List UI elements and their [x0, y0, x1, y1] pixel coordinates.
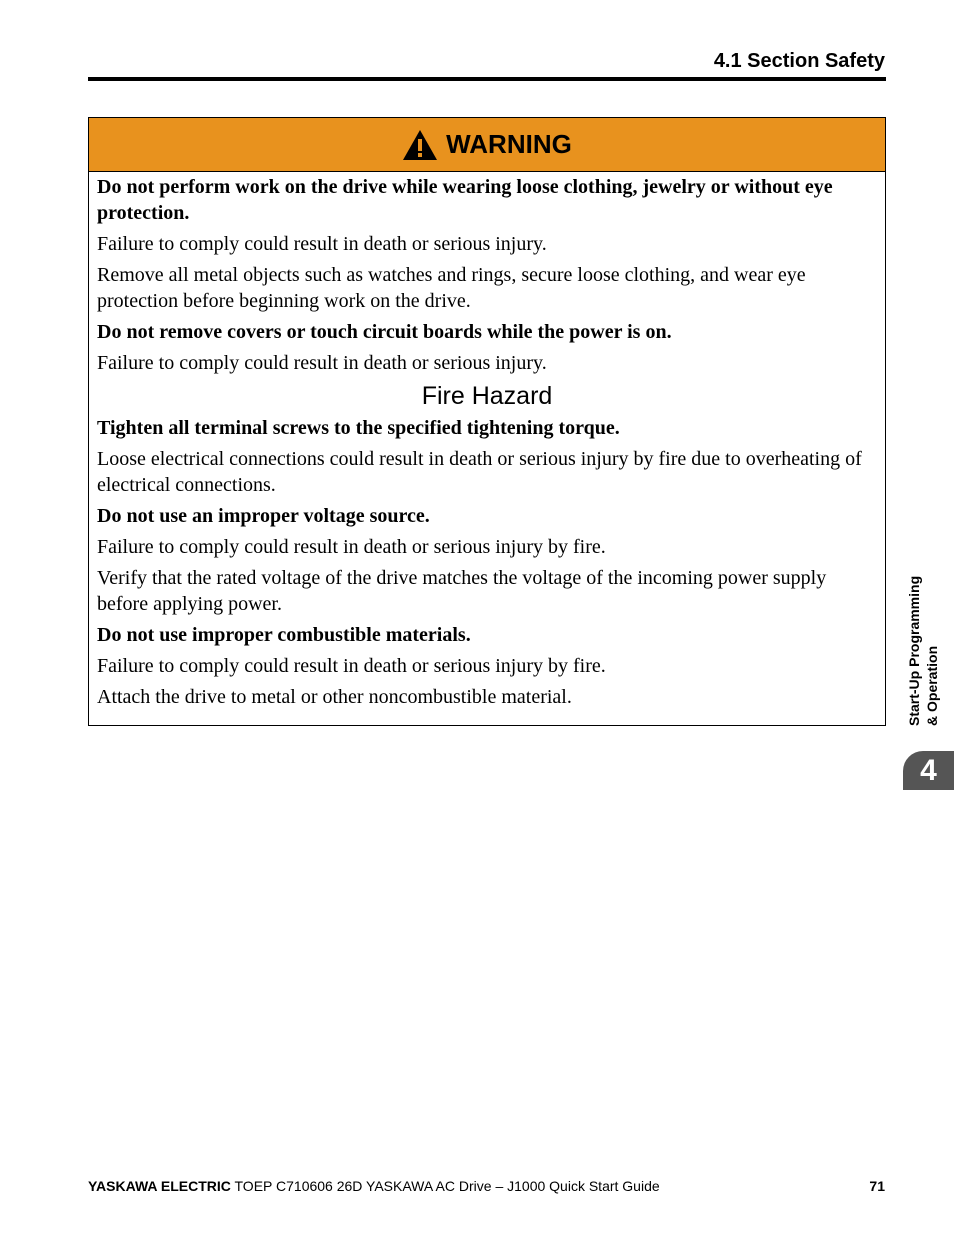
chapter-side-label — [905, 576, 941, 726]
warning-text: Remove all metal objects such as watches and rings, secure loose clothing, and wear eye protection before beginning work on the drive. — [97, 264, 806, 312]
side-label-line2: & Operation — [924, 645, 940, 726]
warning-statement: Do not use an improper voltage source. — [97, 505, 430, 527]
warning-body — [89, 172, 885, 725]
fire-hazard-paragraphs — [97, 415, 877, 710]
page-number: 71 — [869, 1178, 885, 1194]
warning-text: Failure to comply could result in death or serious injury by fire. — [97, 655, 606, 677]
warning-box — [88, 117, 886, 726]
header-rule — [88, 77, 886, 81]
warning-paragraphs — [97, 174, 877, 376]
warning-text: Failure to comply could result in death or serious injury. — [97, 233, 547, 255]
warning-statement: Do not remove covers or touch circuit boards while the power is on. — [97, 321, 672, 343]
warning-statement: Do not use improper combustible materials. — [97, 624, 471, 646]
section-title: 4.1 Section Safety — [713, 50, 885, 72]
warning-statement: Tighten all terminal screws to the specified tightening torque. — [97, 417, 620, 439]
warning-label: WARNING — [446, 129, 572, 159]
warning-banner — [89, 118, 885, 172]
side-label-line1: Start-Up Programming — [906, 575, 922, 726]
warning-text: Failure to comply could result in death or serious injury by fire. — [97, 536, 606, 558]
warning-text: Verify that the rated voltage of the drive matches the voltage of the incoming power supply before applying power. — [97, 567, 827, 615]
warning-statement: Do not perform work on the drive while wearing loose clothing, jewelry or without eye protection. — [97, 176, 833, 224]
warning-text: Loose electrical connections could result in death or serious injury by fire due to overheating of electrical connections. — [97, 448, 862, 496]
warning-text: Attach the drive to metal or other noncombustible material. — [97, 686, 572, 708]
footer-doc-title: TOEP C710606 26D YASKAWA AC Drive – J1000 Quick Start Guide — [230, 1178, 660, 1194]
warning-triangle-icon — [402, 129, 438, 161]
footer-brand: YASKAWA ELECTRIC — [88, 1178, 231, 1194]
footer-doc-info — [88, 1178, 660, 1194]
fire-hazard-heading: Fire Hazard — [421, 382, 553, 410]
warning-text: Failure to comply could result in death or serious injury. — [97, 352, 547, 374]
chapter-tab: 4 — [903, 751, 954, 790]
